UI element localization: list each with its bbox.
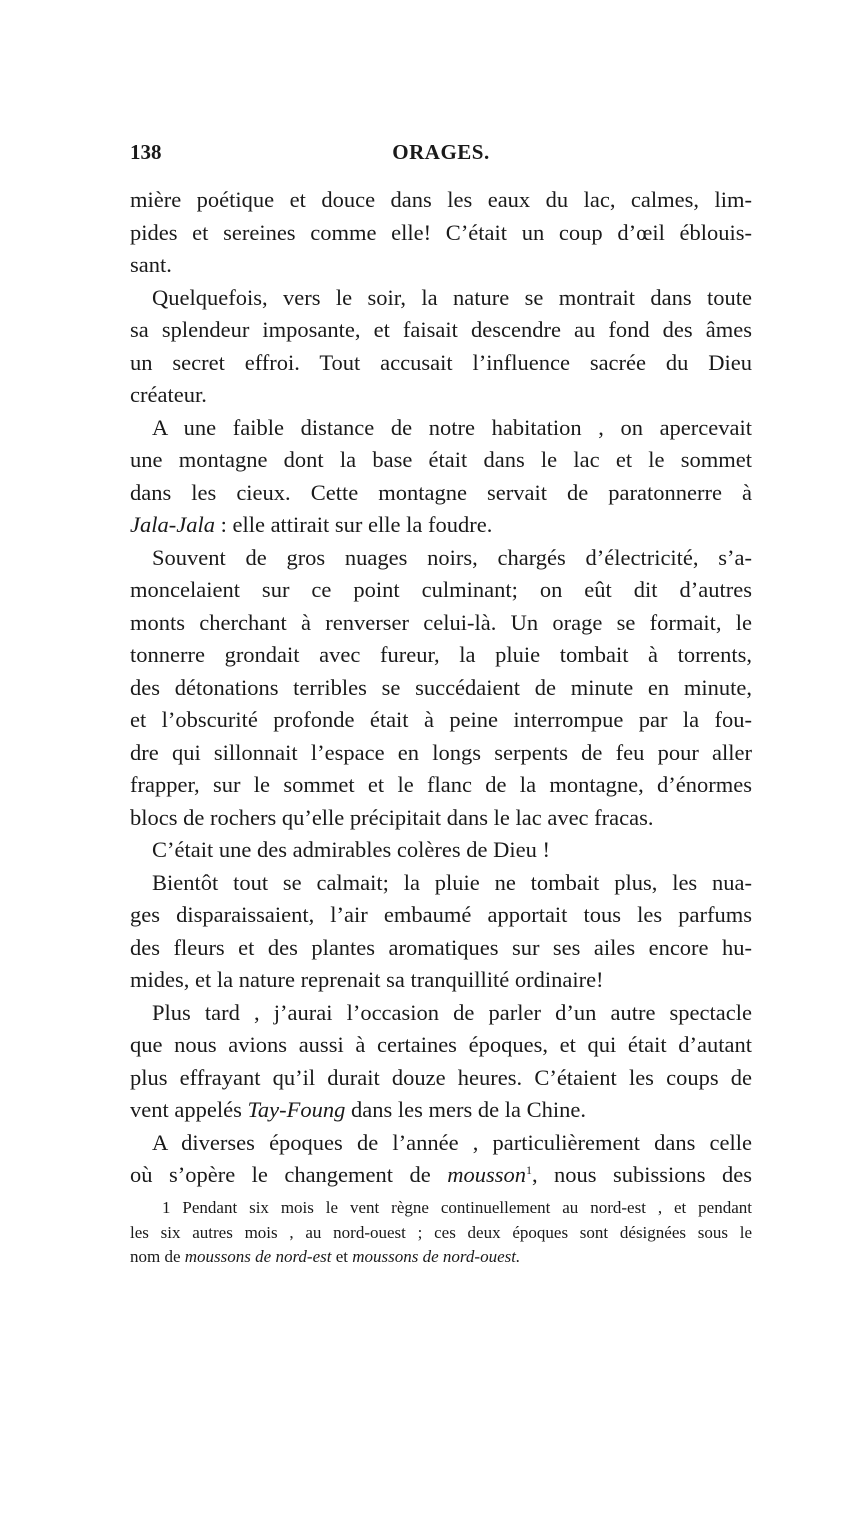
footnote-line	[130, 1221, 752, 1246]
text-line	[130, 1094, 752, 1127]
text-line	[130, 607, 752, 640]
text-segment: nom de	[130, 1247, 185, 1266]
page-number: 138	[130, 140, 162, 164]
text-line	[130, 347, 752, 380]
text-line	[130, 737, 752, 770]
text-line	[130, 867, 752, 900]
body-text	[130, 184, 752, 1192]
text-segment: blocs de rochers qu’elle précipitait dans le lac avec fracas.	[130, 804, 654, 830]
running-header	[130, 140, 752, 170]
text-line	[130, 477, 752, 510]
text-segment: créateur.	[130, 382, 207, 407]
text-line	[130, 769, 752, 802]
text-segment: un secret effroi. Tout accusait l’influence sacrée du Dieu	[130, 349, 752, 375]
text-segment: Souvent de gros nuages noirs, chargés d’électricité, s’a-	[152, 544, 752, 570]
text-segment: A diverses époques de l’année , particulièrement dans celle	[152, 1129, 752, 1155]
text-line	[130, 1127, 752, 1160]
text-line	[130, 249, 752, 282]
text-segment: , nous subissions des	[531, 1162, 753, 1187]
text-segment: tonnerre grondait avec fureur, la pluie tombait à torrents,	[130, 642, 752, 667]
text-segment: et l’obscurité profonde était à peine interrompue par la fou-	[130, 707, 752, 732]
text-segment: des détonations terribles se succédaient de minute en minute,	[130, 674, 752, 700]
text-line	[130, 834, 752, 867]
text-segment: C’était une des admirables colères de Dieu !	[152, 837, 550, 862]
text-line	[130, 997, 752, 1030]
text-segment: monts cherchant à renverser celui-là. Un orage se formait, le	[130, 609, 752, 635]
text-segment: A une faible distance de notre habitation , on apercevait	[152, 414, 752, 440]
text-line	[130, 184, 752, 217]
italic-text: Jala-Jala	[130, 512, 215, 537]
text-segment: Plus tard , j’aurai l’occasion de parler d’un autre spectacle	[152, 999, 752, 1025]
text-line	[130, 314, 752, 347]
footnote-marker: 1	[525, 1163, 532, 1177]
text-segment: dans les cieux. Cette montagne servait de paratonnerre à	[130, 479, 752, 505]
text-segment: : elle attirait sur elle la foudre.	[214, 512, 493, 537]
text-segment: que nous avions aussi à certaines époques, et qui était d’autant	[130, 1032, 752, 1057]
text-segment: dans les mers de la Chine.	[345, 1097, 586, 1122]
italic-text: Tay-Foung	[247, 1097, 346, 1122]
text-segment: sa splendeur imposante, et faisait descendre au fond des âmes	[130, 317, 752, 342]
text-line	[130, 932, 752, 965]
text-line	[130, 899, 752, 932]
text-segment: mière poétique et douce dans les eaux du lac, calmes, lim-	[130, 187, 752, 212]
footnotes	[130, 1196, 752, 1270]
text-line	[130, 379, 752, 412]
text-line	[130, 444, 752, 477]
text-line	[130, 1159, 752, 1192]
text-line	[130, 672, 752, 705]
text-segment: des fleurs et des plantes aromatiques sur ses ailes encore hu-	[130, 934, 752, 960]
text-segment: vent appelés	[130, 1097, 248, 1122]
text-line	[130, 574, 752, 607]
text-line	[130, 282, 752, 315]
text-line	[130, 1062, 752, 1095]
text-line	[130, 639, 752, 672]
footnote-line	[130, 1196, 752, 1221]
text-line	[130, 509, 752, 542]
text-line	[130, 412, 752, 445]
italic-text: moussons de nord-est	[184, 1247, 332, 1266]
text-line	[130, 1029, 752, 1062]
text-segment: où s’opère le changement de	[130, 1162, 448, 1187]
text-segment: ges disparaissaient, l’air embaumé apportait tous les parfums	[130, 902, 752, 927]
text-segment: mides, et la nature reprenait sa tranquillité ordinaire!	[130, 967, 604, 992]
italic-text: mousson	[447, 1162, 526, 1187]
text-segment: sant.	[130, 252, 172, 277]
text-line	[130, 964, 752, 997]
text-segment: les six autres mois , au nord-ouest ; ces deux époques sont désignées sous le	[130, 1222, 752, 1242]
text-segment: 1 Pendant six mois le vent règne continuellement au nord-est , et pendant	[162, 1198, 752, 1217]
text-segment: frapper, sur le sommet et le flanc de la montagne, d’énormes	[130, 772, 752, 797]
text-segment: dre qui sillonnait l’espace en longs serpents de feu pour aller	[130, 739, 752, 765]
text-segment: pides et sereines comme elle! C’était un coup d’œil éblouis-	[130, 219, 752, 245]
text-segment: une montagne dont la base était dans le lac et le sommet	[130, 447, 752, 472]
text-segment: plus effrayant qu’il durait douze heures. C’étaient les coups de	[130, 1064, 752, 1090]
running-title: ORAGES.	[392, 140, 490, 164]
text-line	[130, 217, 752, 250]
italic-text: moussons de nord-ouest.	[352, 1247, 521, 1266]
text-line	[130, 802, 752, 835]
footnote-line	[130, 1245, 752, 1270]
text-segment: moncelaient sur ce point culminant; on eût dit d’autres	[130, 577, 752, 602]
text-segment: Bientôt tout se calmait; la pluie ne tombait plus, les nua-	[152, 869, 752, 895]
text-segment: et	[331, 1247, 353, 1266]
text-line	[130, 704, 752, 737]
text-line	[130, 542, 752, 575]
text-segment: Quelquefois, vers le soir, la nature se montrait dans toute	[152, 284, 752, 310]
